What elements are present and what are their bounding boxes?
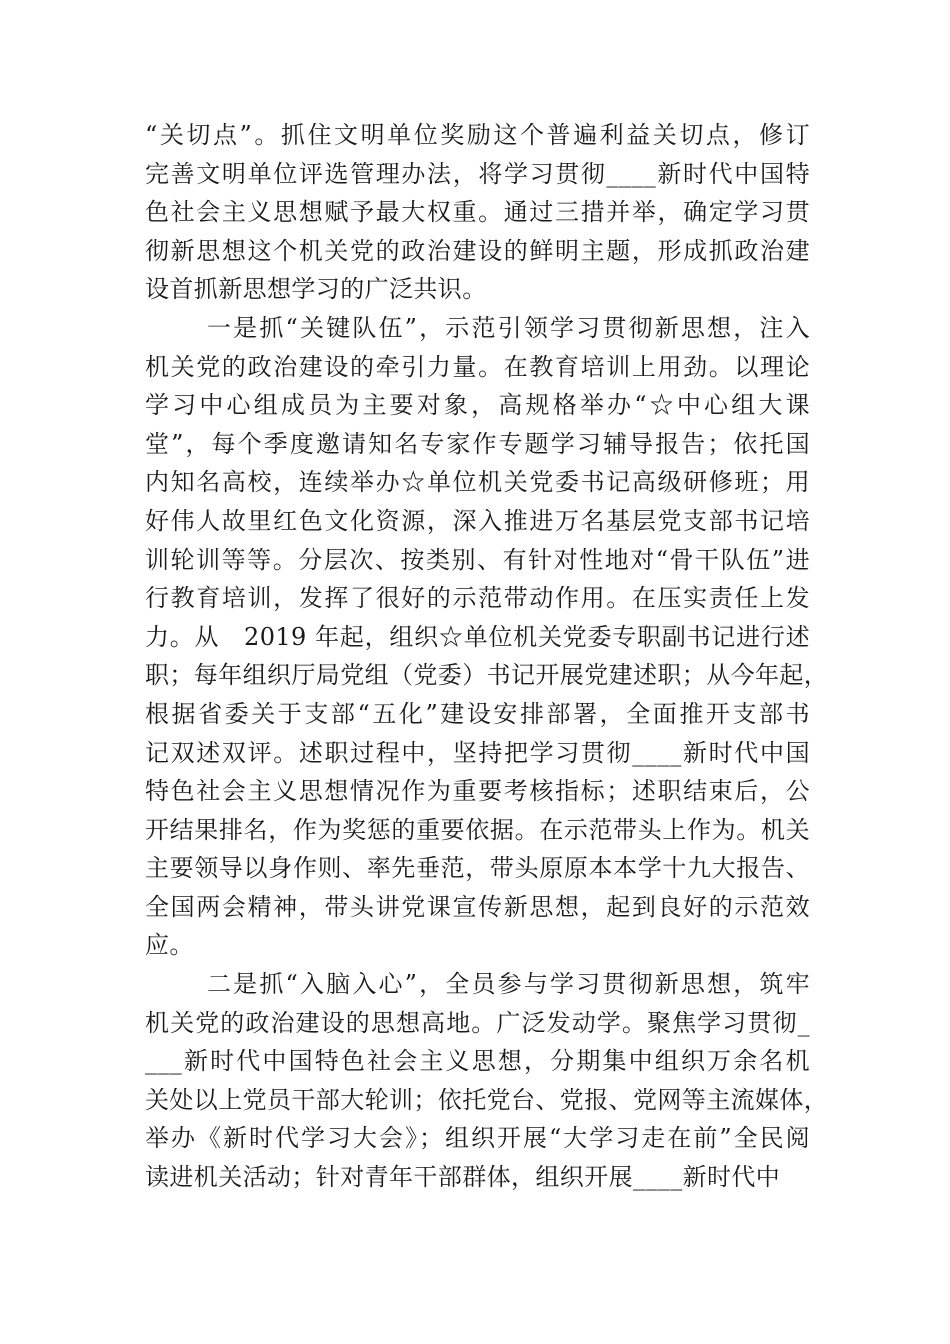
text-line: 彻新思想这个机关党的政治建设的鲜明主题，形成抓政治建 bbox=[145, 236, 810, 265]
paragraph bbox=[145, 965, 829, 1197]
text-line: ___新时代中国特色社会主义思想，分期集中组织万余名机 bbox=[145, 1047, 810, 1076]
text-line: 记双述双评。述职过程中，坚持把学习贯彻____新时代中国 bbox=[145, 738, 810, 767]
text-line: 行教育培训，发挥了很好的示范带动作用。在压实责任上发 bbox=[145, 584, 810, 613]
text-line: 内知名高校，连续举办☆单位机关党委书记高级研修班；用 bbox=[145, 468, 810, 497]
text-line: 主要领导以身作则、率先垂范，带头原原本本学十九大报告、 bbox=[145, 854, 810, 883]
document-body bbox=[145, 116, 829, 1197]
text-line: 力。从 2019 年起，组织☆单位机关党委专职副书记进行述 bbox=[145, 622, 810, 651]
text-line: 开结果排名，作为奖惩的重要依据。在示范带头上作为。机关 bbox=[145, 815, 810, 844]
text-line: 色社会主义思想赋予最大权重。通过三措并举，确定学习贯 bbox=[145, 198, 810, 227]
paragraph bbox=[145, 309, 829, 965]
text-line: 完善文明单位评选管理办法，将学习贯彻____新时代中国特 bbox=[145, 159, 810, 188]
text-line: 应。 bbox=[145, 931, 194, 960]
text-line: 机关党的政治建设的思想高地。广泛发动学。聚焦学习贯彻_ bbox=[145, 1008, 810, 1037]
paragraph bbox=[145, 116, 810, 309]
text-line: 学习中心组成员为主要对象，高规格举办“☆中心组大课 bbox=[145, 391, 810, 420]
text-line: 设首抓新思想学习的广泛共识。 bbox=[145, 275, 487, 304]
text-line: 职；每年组织厅局党组（党委）书记开展党建述职；从今年起， bbox=[145, 661, 829, 690]
text-line: 一是抓“关键队伍”，示范引领学习贯彻新思想，注入 bbox=[207, 313, 810, 342]
text-line: 堂”，每个季度邀请知名专家作专题学习辅导报告；依托国 bbox=[145, 429, 810, 458]
text-line: 全国两会精神，带头讲党课宣传新思想，起到良好的示范效 bbox=[145, 892, 810, 921]
text-line: 二是抓“入脑入心”，全员参与学习贯彻新思想，筑牢 bbox=[207, 970, 810, 999]
text-line: “关切点”。抓住文明单位奖励这个普遍利益关切点，修订 bbox=[145, 121, 810, 149]
text-line: 关处以上党员干部大轮训；依托党台、党报、党网等主流媒体， bbox=[145, 1085, 829, 1114]
text-line: 根据省委关于支部“五化”建设安排部署，全面推开支部书 bbox=[145, 699, 810, 728]
text-line: 举办《新时代学习大会》；组织开展“大学习走在前”全民阅 bbox=[145, 1124, 810, 1153]
text-line: 好伟人故里红色文化资源，深入推进万名基层党支部书记培 bbox=[145, 506, 810, 535]
text-line: 特色社会主义思想情况作为重要考核指标；述职结束后，公 bbox=[145, 777, 810, 806]
text-line: 读进机关活动；针对青年干部群体，组织开展____新时代中 bbox=[145, 1163, 781, 1192]
text-line: 训轮训等等。分层次、按类别、有针对性地对“骨干队伍”进 bbox=[145, 545, 810, 574]
text-line: 机关党的政治建设的牵引力量。在教育培训上用劲。以理论 bbox=[145, 352, 810, 381]
